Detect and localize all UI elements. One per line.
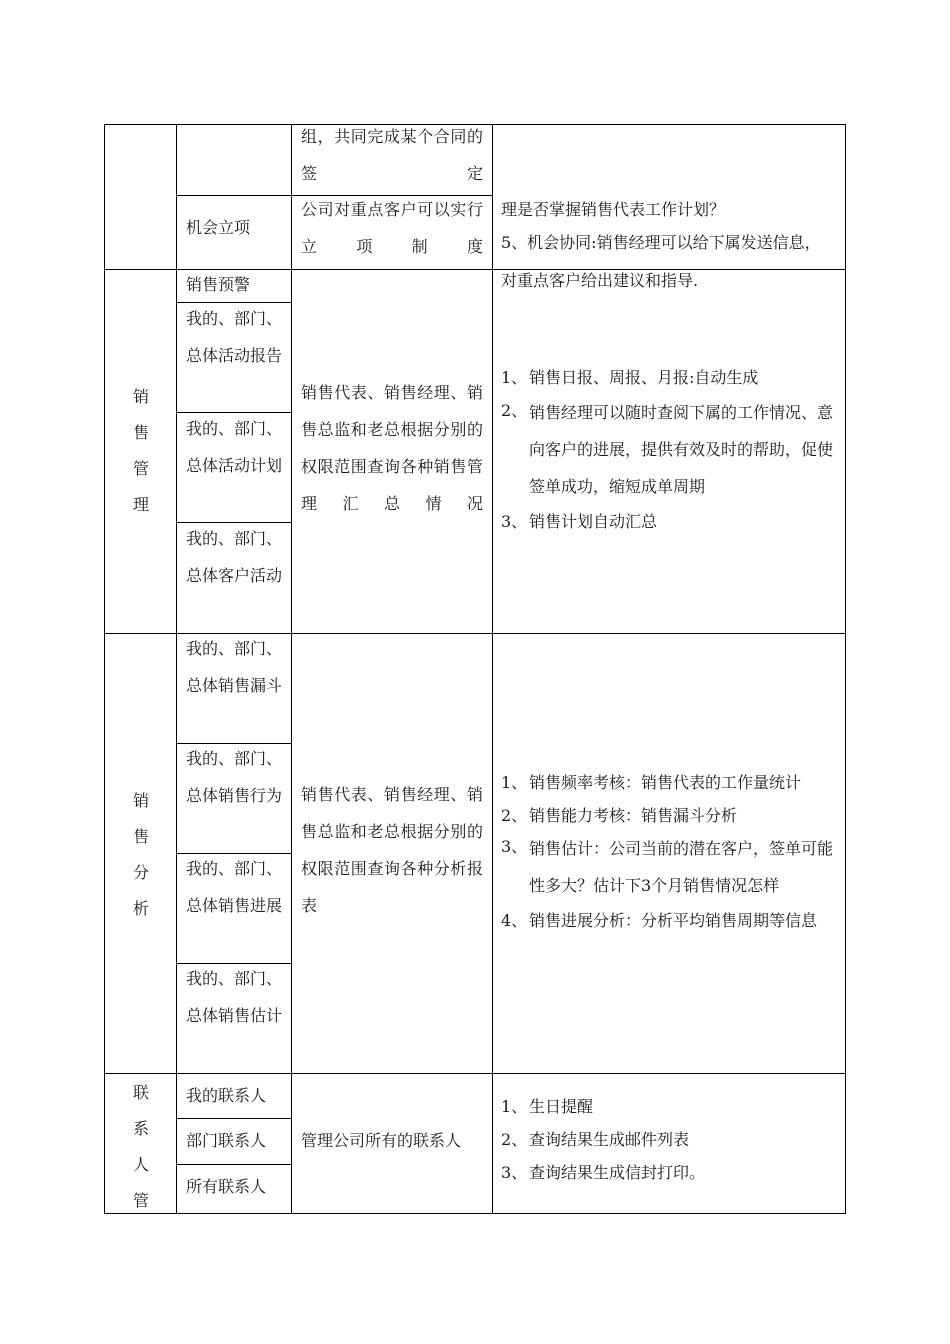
list-number: 1、 xyxy=(501,773,528,792)
list-text: 销售能力考核：销售漏斗分析 xyxy=(529,806,738,825)
category-sales-analysis xyxy=(105,783,177,927)
feature-list xyxy=(501,1090,837,1189)
category-char: 联 xyxy=(132,1083,149,1102)
cell-subitem: 部门联系人 xyxy=(186,1131,267,1150)
list-item xyxy=(501,1156,837,1189)
category-char: 管 xyxy=(132,1191,149,1210)
cell-description: 公司对重点客户可以实行立项制度 xyxy=(301,200,483,256)
cell-subitem: 机会立项 xyxy=(186,218,251,237)
list-item xyxy=(501,830,837,904)
list-item xyxy=(501,1090,837,1123)
cell-subitem: 我的、部门、总体活动报告 xyxy=(186,309,283,365)
list-item xyxy=(501,361,837,394)
list-text: 查询结果生成邮件列表 xyxy=(529,1130,690,1149)
list-item xyxy=(501,505,837,538)
list-number: 2、 xyxy=(501,806,528,825)
category-contacts xyxy=(105,1075,177,1219)
category-char: 售 xyxy=(132,423,149,442)
cell-subitem: 我的、部门、总体销售进展 xyxy=(186,859,283,915)
cell-subitem: 我的、部门、总体客户活动 xyxy=(186,529,283,585)
list-number: 4、 xyxy=(501,911,528,930)
category-char: 析 xyxy=(132,899,149,918)
category-char: 理 xyxy=(132,495,149,514)
list-text: 生日提醒 xyxy=(529,1097,594,1116)
category-sales-management xyxy=(105,379,177,523)
cell-subitem: 我的、部门、总体销售漏斗 xyxy=(186,639,283,695)
category-char: 人 xyxy=(132,1155,149,1174)
category-char: 管 xyxy=(132,459,149,478)
category-char: 销 xyxy=(132,387,149,406)
column-divider xyxy=(176,124,177,1214)
list-text: 销售估计：公司当前的潜在客户，签单可能性多大？估计下3个月销售情况怎样 xyxy=(529,839,834,895)
list-number: 1、 xyxy=(501,368,528,387)
table-border-bottom xyxy=(104,1213,846,1214)
column-divider xyxy=(492,124,493,1214)
feature-list xyxy=(501,766,837,937)
cell-subitem: 销售预警 xyxy=(186,275,251,294)
cell-description: 管理公司所有的联系人 xyxy=(301,1131,462,1150)
column-divider xyxy=(291,124,292,1214)
cell-feature-text: 对重点客户给出建议和指导. xyxy=(501,271,699,290)
cell-description: 销售代表、销售经理、销售总监和老总根据分别的权限范围查询各种分析报表 xyxy=(301,785,483,915)
list-text: 销售进展分析：分析平均销售周期等信息 xyxy=(529,911,818,930)
cell-description: 组，共同完成某个合同的签定 xyxy=(301,127,483,183)
list-text: 销售经理可以随时查阅下属的工作情况、意向客户的进展，提供有效及时的帮助，促使签单成功，缩短成单周期 xyxy=(529,403,834,496)
list-number: 2、 xyxy=(501,401,528,420)
cell-subitem: 所有联系人 xyxy=(186,1177,267,1196)
list-number: 2、 xyxy=(501,1130,528,1149)
list-number: 3、 xyxy=(501,837,528,856)
list-text: 销售日报、周报、月报:自动生成 xyxy=(529,368,759,387)
cell-feature-text: 5、机会协同:销售经理可以给下属发送信息， xyxy=(501,233,821,252)
cell-subitem: 我的、部门、总体销售估计 xyxy=(186,969,283,1025)
feature-list xyxy=(501,361,837,538)
list-number: 3、 xyxy=(501,512,528,531)
list-number: 1、 xyxy=(501,1097,528,1116)
list-item xyxy=(501,766,837,799)
row-divider xyxy=(176,1164,292,1165)
list-item xyxy=(501,394,837,505)
list-text: 销售计划自动汇总 xyxy=(529,512,658,531)
cell-feature-text: 理是否掌握销售代表工作计划？ xyxy=(501,200,726,219)
list-item xyxy=(501,904,837,937)
cell-description: 销售代表、销售经理、销售总监和老总根据分别的权限范围查询各种销售管理汇总情况 xyxy=(301,383,483,513)
category-char: 系 xyxy=(132,1119,149,1138)
list-item xyxy=(501,799,837,832)
table-border-left xyxy=(104,124,105,1214)
row-divider xyxy=(176,1118,292,1119)
cell-subitem: 我的、部门、总体销售行为 xyxy=(186,749,283,805)
cell-subitem: 我的、部门、总体活动计划 xyxy=(186,419,283,475)
category-char: 销 xyxy=(132,791,149,810)
table-border-right xyxy=(845,124,846,1214)
list-text: 销售频率考核：销售代表的工作量统计 xyxy=(529,773,802,792)
cell-subitem: 我的联系人 xyxy=(186,1086,267,1105)
row-divider xyxy=(104,1073,846,1074)
category-char: 售 xyxy=(132,827,149,846)
list-number: 3、 xyxy=(501,1163,528,1182)
list-text: 查询结果生成信封打印。 xyxy=(529,1163,706,1182)
list-item xyxy=(501,1123,837,1156)
category-char: 分 xyxy=(132,863,149,882)
